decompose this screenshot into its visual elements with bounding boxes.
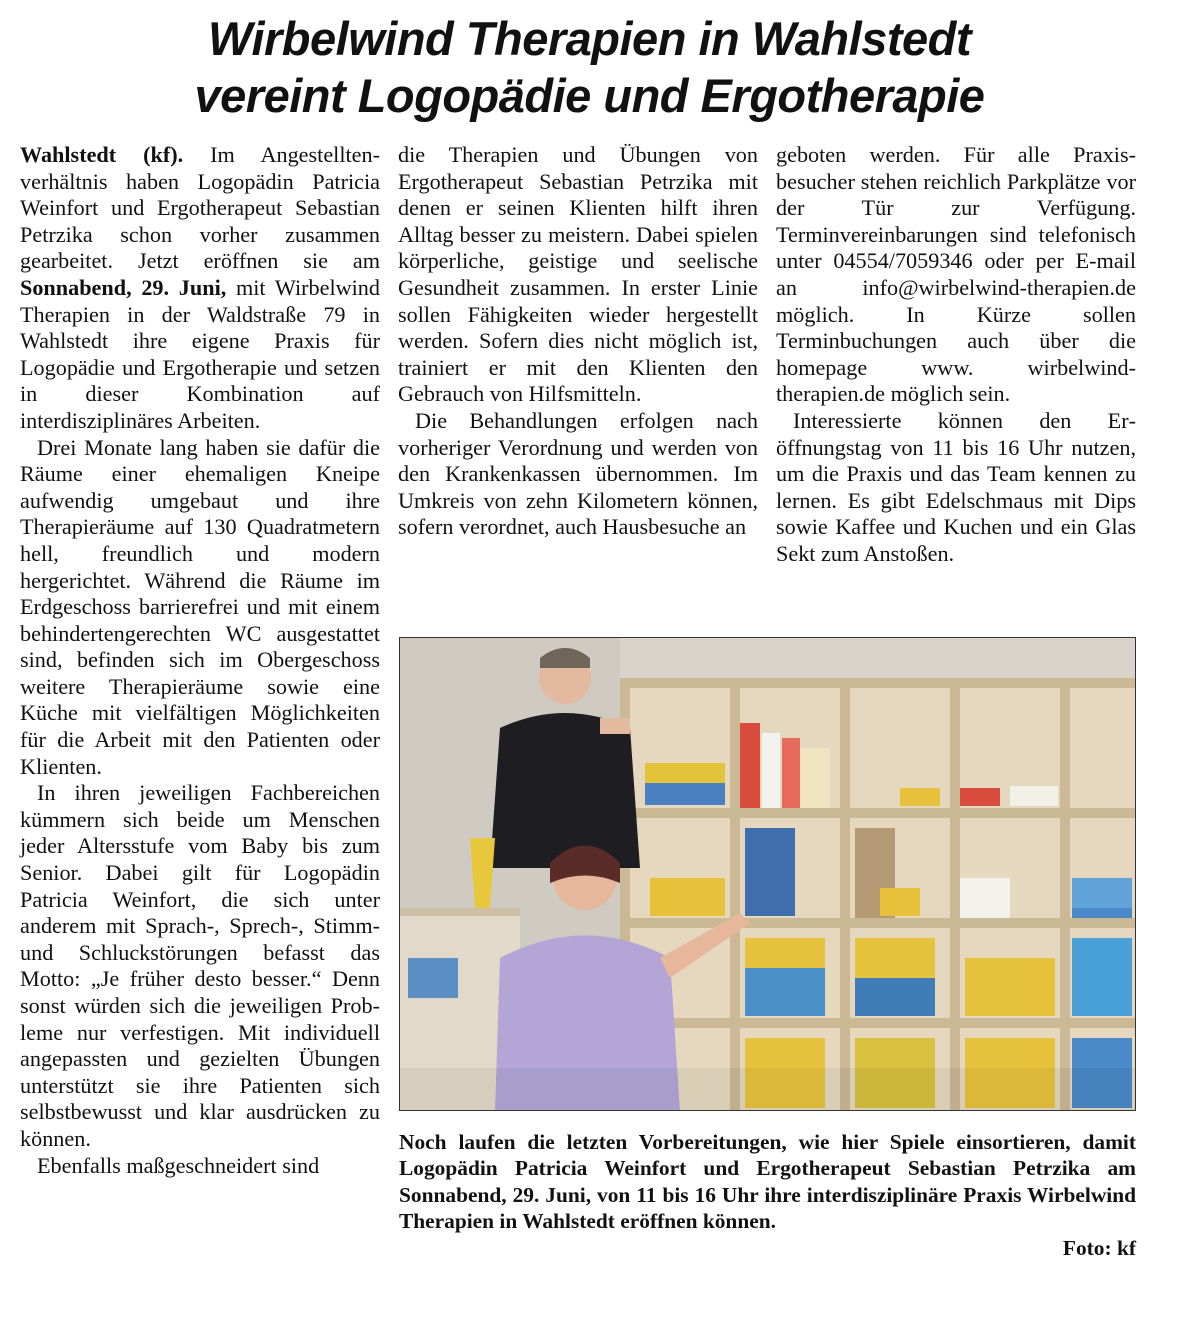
photo-illustration — [400, 638, 1136, 1111]
article-paragraph: Drei Monate lang haben sie dafür die Räume einer ehemaligen Kneipe aufwendig umgebaut und ihre Therapieräume auf 130 Quadratmetern hell, freundlich und modern hergerichtet. Während die Räume im Erdgeschoss barrierefrei und mit einem behindertengerechten WC ausgestattet sind, befinden sich im Obergeschoss weitere Therapieräume sowie eine Küche mit vielfältigen Möglichkeiten für die Arbeit mit den Patienten oder Klienten. — [20, 434, 380, 779]
article-paragraph: Interessierte können den Eröffnungstag von 11 bis 16 Uhr nutzen, um die Praxis und das Team kennen zu lernen. Es gibt Edelschmaus mit Dips sowie Kaffee und Kuchen und ein Glas Sekt zum Anstoßen. — [776, 407, 1136, 566]
photo-credit: Foto: kf — [1062, 1236, 1136, 1260]
article-paragraph: In ihren jeweiligen Fachbereichen kümmern sich beide um Menschen jeder Altersstufe vom Baby bis zum Senior. Dabei gilt für Logopädin Patricia Weinfort, die sich unter anderem mit Sprach-, Sprech-, Stimm- und Schluckstörungen befasst das Motto: „Je früher desto besser.“ Denn sonst würden sich die jeweiligen Probleme nur verfestigen. Mit individuell angepassten und gezielten Übungen unterstützt sie ihre Patienten sich selbstbewusst und klar ausdrücken zu können. — [20, 780, 380, 1151]
article-column-3 — [776, 142, 1136, 568]
article-photo — [399, 637, 1136, 1111]
article-paragraph: geboten werden. Für alle Praxisbesucher stehen reichlich Parkplätze vor der Tür zur Verfügung. Terminvereinbarungen sind telefonisch unter 04554/7059346 oder per E-mail an info@wirbelwind-therapien.de möglich. In Kürze sollen Terminbuchungen auch über die homepage www. wirbelwind-therapien.de möglich sein. — [776, 142, 1136, 407]
dateline: Wahlstedt (kf). — [20, 142, 184, 167]
headline-line-1: Wirbelwind Therapien in Wahlstedt — [208, 12, 971, 65]
article-column-1 — [20, 142, 380, 1179]
article-paragraph: die Therapien und Übungen von Ergotherapeut Sebastian Petrzika mit denen er seinen Klienten hilft ihren Alltag besser zu meistern. Dabei spielen körperliche, geistige und seelische Gesundheit zusammen. In erster Linie sollen Fähigkeiten wieder hergestellt werden. Sofern dies nicht möglich ist, trainiert er mit den Klienten den Gebrauch von Hilfsmitteln. — [398, 142, 758, 407]
headline-line-2: vereint Logopädie und Ergotherapie — [194, 69, 985, 122]
article-paragraph: Die Behandlungen erfolgen nach vorheriger Verordnung und werden von den Krankenkassen übernommen. Im Umkreis von zehn Kilometern können, sofern verordnet, auch Hausbesuche an — [398, 407, 758, 540]
headline — [0, 10, 1179, 124]
article-column-2 — [398, 142, 758, 541]
photo-caption: Noch laufen die letzten Vorbereitungen, wie hier Spiele einsortieren, damit Logopädin Patricia Weinfort und Ergotherapeut Sebastian Petrzika am Sonnabend, 29. Juni, von 11 bis 16 Uhr ihre interdisziplinäre Praxis Wirbelwind Therapien in Wahlstedt eröffnen können. — [399, 1130, 1136, 1234]
article-paragraph: Ebenfalls maßgeschneidert sind — [37, 1152, 320, 1178]
article-paragraph: Wahlstedt (kf). Im Angestelltenverhältnis haben Logopädin Patricia Weinfort und Ergotherapeut Sebastian Petrzika schon vorher zusammen gearbeitet. Jetzt eröffnen sie am Sonnabend, 29. Juni, mit Wirbelwind Therapien in der Waldstraße 79 in Wahlstedt ihre eigene Praxis für Logopädie und Ergotherapie und setzen in dieser Kombination auf interdisziplinäres Arbeiten. — [20, 142, 380, 433]
